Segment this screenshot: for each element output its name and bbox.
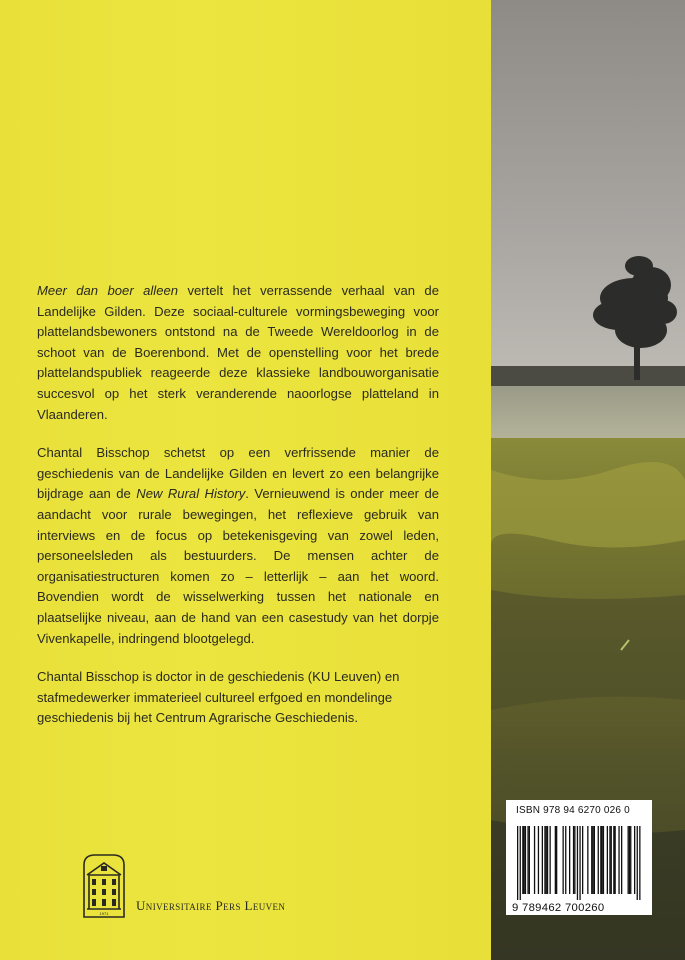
barcode-bar [574,826,575,894]
barcode-bar [634,826,635,894]
barcode-bar [542,826,543,894]
barcode-bar [556,826,557,894]
barcode-bar [569,826,570,894]
barcode-bar [591,826,592,894]
blurb-text [37,281,439,747]
barcode-bar [628,826,629,894]
isbn-barcode-box [506,800,652,915]
barcode-bar [525,826,526,894]
barcode-bar [577,826,578,900]
barcode-bar [517,826,518,900]
blurb-paragraph-2 [37,443,439,649]
barcode-bar [529,826,530,894]
barcode-bar [609,826,610,894]
barcode-bar [611,826,612,894]
new-rural-history-title: New Rural History [136,486,246,502]
barcode-bar [639,826,640,900]
barcode-bar [579,826,580,900]
barcode-bar [594,826,595,894]
publisher-name-text: Universitaire Pers Leuven [136,898,286,913]
barcode-bar [598,826,599,894]
barcode-bar [547,826,548,894]
barcode-bar [555,826,556,894]
barcode-bar [621,826,622,894]
publisher-name [136,898,285,914]
book-title: Meer dan boer alleen [37,283,179,298]
barcode-bar [630,826,631,894]
barcode-bar [527,826,528,894]
barcode-bar [520,826,521,900]
barcode-bar [603,826,604,894]
barcode-bar [637,826,638,900]
publisher-block [81,851,341,921]
barcode-bar [582,826,583,894]
barcode-bar [587,826,588,894]
barcode-bar [592,826,593,894]
blurb-paragraph-1-text: vertelt het verrassende verhaal van de Landelijke Gilden. Deze sociaal-culturele vormingsbeweging voor plattelandsbewoners ontstond na de Tweede Wereldoorlog in de schoot van de Boerenbond. Met de openstelling voor het brede plattelandspubliek reageerde deze klassieke landbouworganisatie succesvol op het sterk veranderende naoorlogse platteland in Vlaanderen. [37,283,439,422]
barcode-digits: 9 789462 700260 [512,902,605,914]
barcode-bar [563,826,564,894]
barcode-bar [550,826,551,894]
barcode-bar [544,826,545,894]
logo-year: 1971 [99,911,109,916]
building-seal-icon [81,851,127,921]
barcode-bar [618,826,619,894]
barcode-bar [600,826,601,894]
barcode-bar [565,826,566,894]
blurb-paragraph-2-text-b: . Vernieuwend is onder meer de aandacht voor rurale bewegingen, het reflexieve gebruik van interviews en de focus op betekenisgeving van zowel leden, personeelsleden als bestuurders. De mensen achter de organisatiestructuren komen zo – letterlijk – aan het woord. Bovendien wordt de wisselwerking tussen het nationale en plaatselijke niveau, aan de hand van een casestudy van het dorpje Vivenkapelle, indringend blootgelegd. [37,486,440,646]
blurb-paragraph-1 [37,281,439,425]
barcode-bar [538,826,539,894]
isbn-label: ISBN 978 94 6270 026 0 [516,805,630,816]
barcode-bar [546,826,547,894]
barcode-bar [534,826,535,894]
barcode-bar [573,826,574,894]
barcode-bar [602,826,603,894]
author-bio: Chantal Bisschop is doctor in de geschiedenis (KU Leuven) en stafmedewerker immaterieel cultureel erfgoed en mondelinge geschiedenis bij het Centrum Agrarische Geschiedenis. [37,669,400,726]
barcode-bar [615,826,616,894]
barcode-bar [524,826,525,894]
blurb-paragraph-2-text-a: Chantal Bisschop schetst op een verfrissende manier de geschiedenis van de Landelijke Gilden en levert zo een belangrijke bijdrage aan de [37,445,439,502]
barcode-bar [613,826,614,894]
barcode-bar [607,826,608,894]
barcode-bar [522,826,523,894]
barcode-bar [629,826,630,894]
barcode [514,826,644,900]
